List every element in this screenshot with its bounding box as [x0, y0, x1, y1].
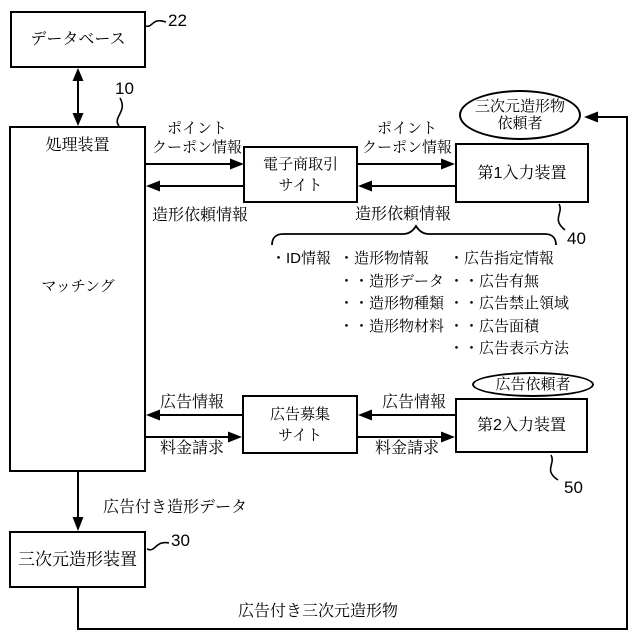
- ecommerce-site-label-line2: サイト: [278, 176, 323, 194]
- ad-info-right-label: 広告情報: [382, 394, 447, 411]
- request-info-right-label: 造形依頼情報: [355, 206, 452, 223]
- request-info-list-col1: [271, 248, 331, 271]
- arrowhead-into-input1-icon: [441, 159, 455, 170]
- arrowhead-into-processor-bottom-icon: [146, 410, 160, 421]
- requester2-label: 広告依頼者: [495, 376, 571, 393]
- point-coupon-left-label: [147, 119, 247, 157]
- fee-right-label: 料金請求: [375, 440, 440, 457]
- ref-10-leader: [117, 98, 122, 126]
- processor-box: [9, 126, 146, 472]
- list-item: ・・造形データ: [339, 272, 445, 290]
- ref-50-leader: [550, 455, 558, 480]
- ad-info-left-label: 広告情報: [160, 394, 225, 411]
- ref-40: 40: [567, 229, 586, 248]
- point-coupon-right-label: [355, 119, 459, 157]
- matching-label: マッチング: [41, 278, 115, 295]
- request-info-left-label: 造形依頼情報: [152, 207, 249, 224]
- list-item: ・・広告表示方法: [449, 340, 570, 358]
- ref-50: 50: [564, 478, 583, 497]
- ref-22: 22: [168, 11, 187, 30]
- input2-label: 第2入力装置: [477, 417, 566, 434]
- ad-recruit-site-label-line1: 広告募集: [269, 405, 330, 423]
- input1-label: 第1入力装置: [477, 164, 567, 182]
- printer-box: [9, 531, 146, 588]
- requester1-ellipse: [459, 90, 581, 140]
- arrowhead-into-processor-top-icon: [146, 181, 160, 192]
- input2-box: [455, 398, 588, 453]
- fee-left-label: 料金請求: [160, 440, 225, 457]
- list-item: ・広告指定情報: [449, 250, 555, 267]
- request-info-list-col3: [449, 248, 569, 361]
- ecommerce-site-box: [243, 146, 358, 203]
- point-coupon-right-line1: ポイント: [376, 120, 437, 137]
- arrowhead-up-to-database-icon: [73, 68, 84, 81]
- input1-box: [455, 143, 589, 203]
- database-label: データベース: [30, 31, 126, 48]
- request-info-brace: [272, 226, 556, 245]
- list-item: ・ID情報: [271, 250, 332, 267]
- list-item: ・・造形物材料: [339, 317, 445, 335]
- printer-label: 三次元造形装置: [18, 550, 137, 569]
- ad-3d-product-label: 広告付き三次元造形物: [238, 603, 399, 620]
- request-info-list-col2: [339, 248, 444, 338]
- arrowhead-into-requester1-icon: [584, 112, 598, 123]
- ref-22-leader: [146, 21, 166, 27]
- list-item: ・・広告禁止領域: [449, 295, 570, 313]
- list-item: ・・広告面積: [449, 317, 540, 335]
- arrowhead-into-adsite-left-icon: [228, 432, 242, 443]
- ref-40-leader: [558, 204, 565, 230]
- point-coupon-left-line1: ポイント: [166, 120, 227, 137]
- point-coupon-right-line2: クーポン情報: [361, 139, 452, 156]
- list-item: ・・広告有無: [449, 272, 540, 290]
- ad-recruit-site-label-line2: サイト: [278, 426, 322, 444]
- database-box: [10, 11, 146, 68]
- list-item: ・造形物情報: [339, 250, 430, 267]
- ecommerce-site-label-line1: 電子商取引: [262, 155, 338, 173]
- requester1-label-line2: 依頼者: [497, 115, 543, 132]
- arrowhead-into-ecommerce-right-icon: [358, 181, 372, 192]
- requester2-ellipse: [472, 372, 594, 397]
- arrowhead-into-printer-icon: [73, 517, 84, 531]
- point-coupon-left-line2: クーポン情報: [151, 139, 242, 156]
- requester1-label-line1: 三次元造形物: [474, 98, 565, 115]
- processor-label: 処理装置: [45, 137, 110, 154]
- arrowhead-into-ecommerce-icon: [230, 159, 244, 170]
- list-item: ・・造形物種類: [339, 295, 445, 313]
- ref-10: 10: [115, 79, 134, 98]
- arrowhead-into-input2-icon: [441, 432, 455, 443]
- ref-30-leader: [147, 543, 169, 550]
- arrowhead-into-adsite-right-icon: [358, 410, 372, 421]
- ad-forming-data-label: 広告付き造形データ: [103, 499, 248, 516]
- ref-30: 30: [171, 531, 190, 550]
- arrowhead-down-to-processor-icon: [73, 113, 84, 126]
- ad-recruit-site-box: [242, 395, 358, 454]
